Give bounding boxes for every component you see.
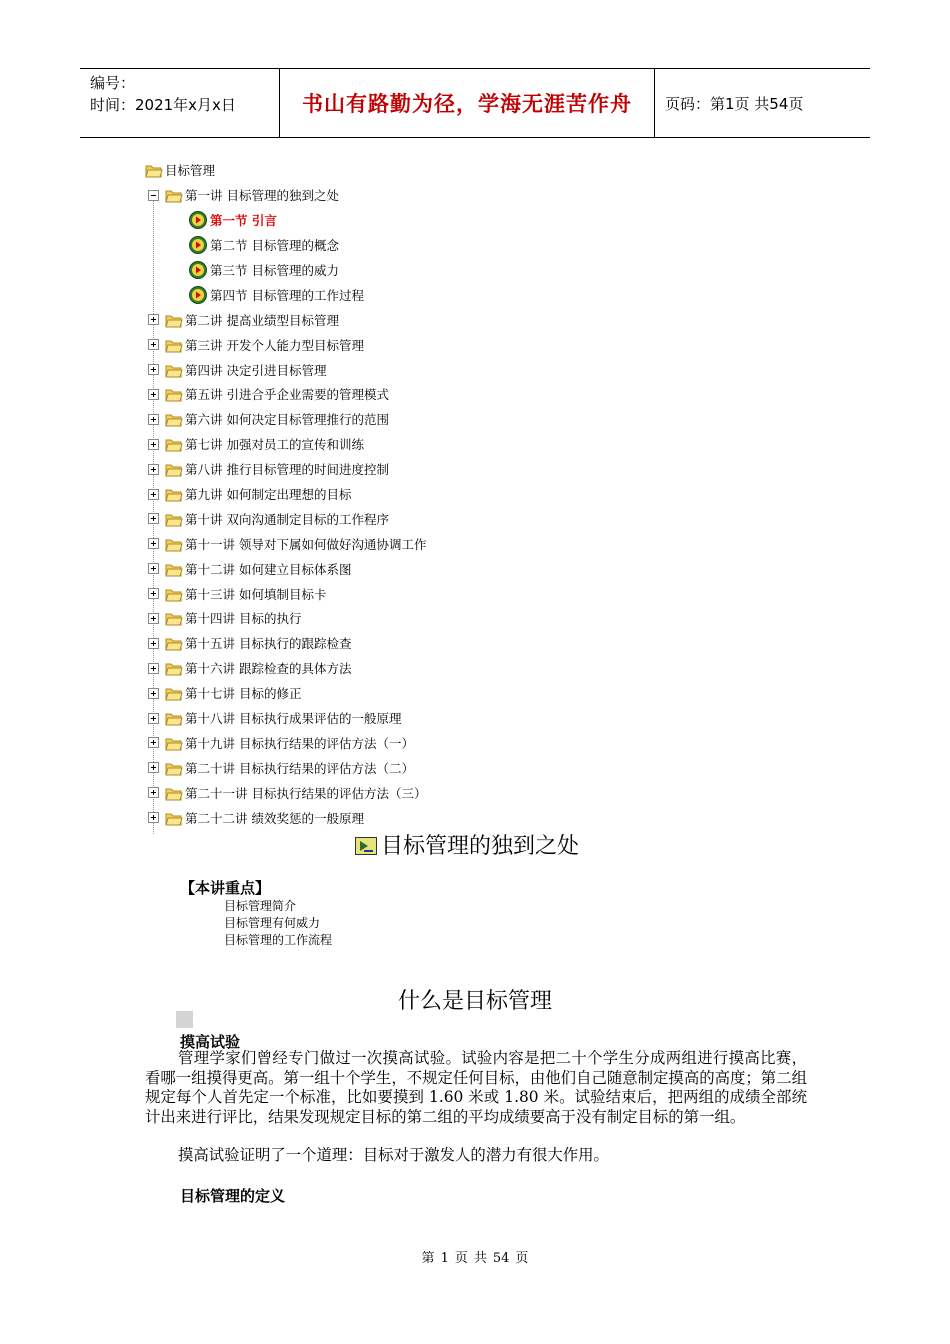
play-icon — [188, 210, 208, 230]
section-title-text: 目标管理的独到之处 — [381, 834, 580, 859]
tree-item-lecture[interactable] — [145, 730, 645, 755]
folder-icon — [165, 437, 183, 451]
expand-icon[interactable] — [148, 538, 159, 549]
tree-item-label: 第七讲 加强对员工的宣传和训练 — [185, 437, 364, 453]
tree-item-section[interactable] — [145, 258, 645, 283]
footer-text: 页 — [515, 1251, 529, 1266]
tree-item-section[interactable] — [145, 233, 645, 258]
footer-text: 第 — [421, 1251, 435, 1266]
tree-item-lecture[interactable] — [145, 382, 645, 407]
tree-item-lecture[interactable] — [145, 681, 645, 706]
tree-item-label: 第十五讲 目标执行的跟踪检查 — [185, 636, 352, 652]
tree-item-label: 第二节 目标管理的概念 — [210, 238, 339, 254]
tree-item-lecture[interactable] — [145, 307, 645, 332]
tree-item-lecture[interactable] — [145, 531, 645, 556]
expand-icon[interactable] — [148, 613, 159, 624]
expand-icon[interactable] — [148, 663, 159, 674]
folder-icon — [165, 611, 183, 625]
tree-item-lecture[interactable] — [145, 706, 645, 731]
tree-item-label: 第十四讲 目标的执行 — [185, 611, 302, 627]
expand-icon[interactable] — [148, 588, 159, 599]
expand-icon[interactable] — [148, 439, 159, 450]
tree-item-label: 第十七讲 目标的修正 — [185, 686, 302, 702]
folder-icon — [165, 811, 183, 825]
expand-icon[interactable] — [148, 364, 159, 375]
footer-text: 共 — [473, 1251, 487, 1266]
tree-item-lecture[interactable] — [145, 432, 645, 457]
folder-icon — [165, 487, 183, 501]
tree-item-label: 第十六讲 跟踪检查的具体方法 — [185, 661, 352, 677]
tree-item-label: 第三讲 开发个人能力型目标管理 — [185, 337, 364, 353]
section-title — [355, 829, 579, 860]
expand-icon[interactable] — [148, 513, 159, 524]
folder-icon — [165, 512, 183, 526]
expand-icon[interactable] — [148, 414, 159, 425]
time-label: 时间：2021年x月x日 — [90, 96, 236, 114]
number-label: 编号： — [90, 74, 136, 92]
folder-open-icon — [145, 163, 163, 177]
course-tree — [145, 158, 645, 830]
folder-icon — [165, 537, 183, 551]
expand-icon[interactable] — [148, 737, 159, 748]
folder-icon — [165, 686, 183, 700]
expand-icon[interactable] — [148, 688, 159, 699]
tree-item-section[interactable] — [145, 208, 645, 233]
tree-item-label: 第四节 目标管理的工作过程 — [210, 287, 364, 303]
folder-icon — [165, 761, 183, 775]
motto: 书山有路勤为径，学海无涯苦作舟 — [280, 69, 655, 137]
expand-icon[interactable] — [148, 713, 159, 724]
document-header — [80, 68, 870, 138]
tree-item-lecture[interactable] — [145, 606, 645, 631]
tree-item-lecture[interactable] — [145, 332, 645, 357]
tree-item-label: 第十八讲 目标执行成果评估的一般原理 — [185, 711, 402, 727]
folder-icon — [165, 338, 183, 352]
tree-item-label: 第九讲 如何制定出理想的目标 — [185, 487, 352, 503]
tree-item-label: 第十讲 双向沟通制定目标的工作程序 — [185, 511, 389, 527]
key-point-item: 目标管理有何威力 — [224, 916, 321, 930]
tree-item-lecture[interactable] — [145, 482, 645, 507]
expand-icon[interactable] — [148, 787, 159, 798]
tree-item-lecture[interactable] — [145, 506, 645, 531]
key-point-item: 目标管理的工作流程 — [224, 933, 333, 947]
expand-icon[interactable] — [148, 314, 159, 325]
expand-icon[interactable] — [148, 339, 159, 350]
footer-text: 页 — [454, 1251, 468, 1266]
folder-icon — [165, 736, 183, 750]
expand-icon[interactable] — [148, 464, 159, 475]
play-icon — [188, 235, 208, 255]
tree-item-label: 第八讲 推行目标管理的时间进度控制 — [185, 462, 389, 478]
footer-page-number: 1 — [440, 1251, 449, 1266]
placeholder-box — [176, 1011, 193, 1028]
folder-icon — [165, 636, 183, 650]
header-meta — [80, 69, 280, 137]
play-icon — [188, 285, 208, 305]
expand-icon[interactable] — [148, 762, 159, 773]
tree-item-label: 第二讲 提高业绩型目标管理 — [185, 312, 339, 328]
tree-root[interactable] — [145, 158, 645, 183]
heading-what-is: 什么是目标管理 — [397, 989, 552, 1014]
tree-item-label: 第十二讲 如何建立目标体系图 — [185, 561, 352, 577]
subheading-experiment: 摸高试验 — [180, 1033, 241, 1051]
folder-icon — [165, 587, 183, 601]
play-icon — [188, 260, 208, 280]
tree-root-label: 目标管理 — [165, 163, 216, 179]
page-footer — [0, 1247, 950, 1266]
tree-item-label: 第一讲 目标管理的独到之处 — [185, 188, 339, 204]
tree-item-label: 第三节 目标管理的威力 — [210, 263, 339, 278]
tree-item-lecture1[interactable] — [145, 183, 645, 208]
folder-icon — [165, 462, 183, 476]
folder-icon — [165, 711, 183, 725]
tree-item-lecture[interactable] — [145, 581, 645, 606]
page-label: 页码：第1页 共54页 — [665, 94, 804, 113]
expand-icon[interactable] — [148, 563, 159, 574]
key-point-item: 目标管理简介 — [224, 899, 297, 913]
folder-open-icon — [165, 188, 183, 202]
tree-item-label: 第十一讲 领导对下属如何做好沟通协调工作 — [185, 536, 427, 552]
folder-icon — [165, 313, 183, 327]
tree-item-label: 第二十讲 目标执行结果的评估方法（二） — [185, 760, 414, 776]
tree-item-lecture[interactable] — [145, 407, 645, 432]
tree-item-label: 第十九讲 目标执行结果的评估方法（一） — [185, 735, 414, 751]
paragraph-experiment: 管理学家们曾经专门做过一次摸高试验。试验内容是把二十个学生分成两组进行摸高比赛，看哪一组摸得更高。第一组十个学生，不规定任何目标，由他们自己随意制定摸高的高度；第二组规定每个人首先定一个标准，比如要摸到 1.60 米或 1.80 米。试验结束后，把两组的成绩全部统计出来进行评比，结果发现规定目标的第二组的平均成绩要高于没有制定目标的第一组。 — [145, 1049, 807, 1126]
paragraph-conclusion: 摸高试验证明了一个道理：目标对于激发人的潜力有很大作用。 — [178, 1146, 609, 1164]
tree-item-lecture[interactable] — [145, 755, 645, 780]
collapse-icon[interactable] — [148, 190, 159, 201]
tree-item-label: 第六讲 如何决定目标管理推行的范围 — [185, 412, 389, 428]
tree-item-section[interactable] — [145, 282, 645, 307]
key-points — [180, 877, 332, 949]
expand-icon[interactable] — [148, 812, 159, 823]
folder-icon — [165, 363, 183, 377]
tree-item-label: 第一节 引言 — [210, 213, 277, 229]
arrow-doc-icon — [355, 836, 377, 854]
expand-icon[interactable] — [148, 638, 159, 649]
expand-icon[interactable] — [148, 389, 159, 400]
folder-icon — [165, 661, 183, 675]
subheading-definition: 目标管理的定义 — [180, 1187, 286, 1205]
tree-item-lecture[interactable] — [145, 780, 645, 805]
folder-icon — [165, 786, 183, 800]
footer-total-pages: 54 — [492, 1251, 510, 1266]
expand-icon[interactable] — [148, 489, 159, 500]
tree-item-label: 第四讲 决定引进目标管理 — [185, 362, 327, 378]
folder-icon — [165, 412, 183, 426]
key-points-title: 【本讲重点】 — [180, 879, 271, 897]
tree-item-label: 第二十一讲 目标执行结果的评估方法（三） — [185, 785, 427, 801]
tree-item-lecture[interactable] — [145, 631, 645, 656]
folder-icon — [165, 387, 183, 401]
tree-item-lecture[interactable] — [145, 556, 645, 581]
tree-item-label: 第十三讲 如何填制目标卡 — [185, 586, 327, 602]
tree-item-lecture[interactable] — [145, 805, 645, 830]
tree-item-label: 第五讲 引进合乎企业需要的管理模式 — [185, 387, 389, 403]
tree-item-lecture[interactable] — [145, 656, 645, 681]
tree-item-label: 第二十二讲 绩效奖惩的一般原理 — [185, 810, 364, 826]
tree-item-lecture[interactable] — [145, 457, 645, 482]
folder-icon — [165, 562, 183, 576]
tree-item-lecture[interactable] — [145, 357, 645, 382]
